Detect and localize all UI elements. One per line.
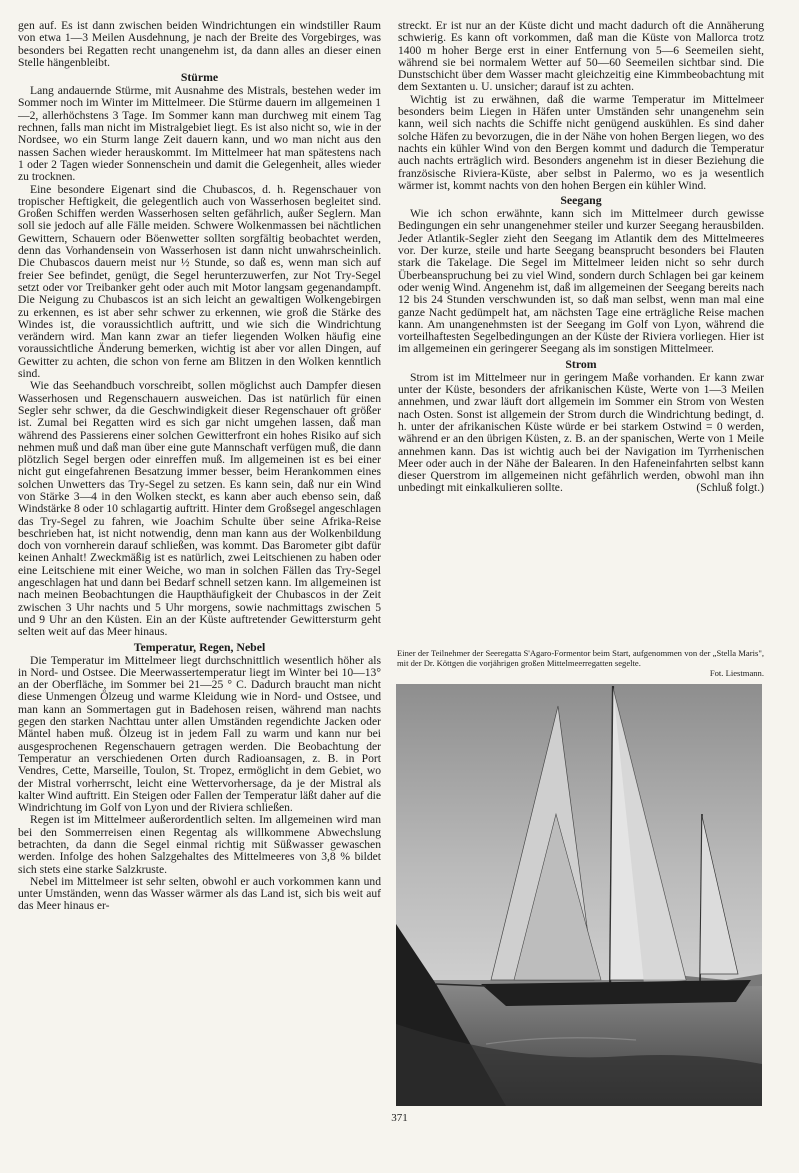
- heading-seegang: Seegang: [560, 193, 602, 208]
- paragraph-temperatur-3: Nebel im Mittelmeer ist sehr selten, obwohl er auch vorkommen kann und unter Umständen, wenn das Wasser wärmer als das Land ist, sich bis weit auf das Meer hinaus er-: [18, 874, 381, 913]
- yacht-hull: [481, 980, 751, 1006]
- paragraph-seegang: Wie ich schon erwähnte, kann sich im Mittelmeer durch gewisse Bedingungen ein sehr unangenehmer steiler und kurzer Seegang herausbilden. Jeder Atlantik-Segler zieht den Seegang im Atlantik dem des Mittelmeeres vor. Der kurze, steile und harte Seegang beansprucht besonders bei Flauten stark die Takelage. Die Segel im Mittelmeer leiden nicht so sehr durch Überbeanspruchung bei zu viel Wind, sondern durch Schlagen bei gar keinem oder wenig Wind. Angenehm ist, daß im allgemeinen der Seegang bereits nach 12 bis 24 Stunden verschwunden ist, so daß man selbst, wenn man mal eine ganze Nacht gedümpelt hat, am nächsten Tage eine erträgliche Reise machen kann. Am unangenehmsten ist der Seegang im Golf von Lyon, während die vorteilhaftesten Segelbedingungen an der Küste der Riviera vorliegen. Hier ist im allgemeinen ein geringerer Seegang als im sonstigen Mittelmeer.: [398, 207, 764, 356]
- photo-credit: Fot. Liestmann.: [709, 668, 764, 678]
- heading-temperatur: Temperatur, Regen, Nebel: [133, 639, 266, 654]
- caption-text: Einer der Teilnehmer der Seeregatta S'Agaro-Formentor beim Start, aufgenommen von der „Stella Maris", mit der Dr. Köttgen die vorjährigen großen Mittelmeerregatten segelte.: [397, 648, 764, 668]
- heading-strom: Strom: [565, 356, 597, 371]
- paragraph-temperatur-1: Die Temperatur im Mittelmeer liegt durchschnittlich wesentlich höher als in Nord- und Ostsee. Die Meerwassertemperatur liegt im Winter bei 10—13° an der Oberfläche, im Sommer bei 21—25 ° C. Dadurch braucht man nicht diese Unmengen Ölzeug und warme Kleidung wie in Nord- und Ostsee, und man kann an Sommertagen gut in Badehosen reisen, während man nachts gegen den starken Nachttau unter allen Umständen regendichte Jacken oder Mäntel haben muß. Ölzeug ist in jedem Fall zu warm und kann nur bei ausgesprochenen Regenschauern getragen werden. Die Beobachtung der Temperatur an verschiedenen Orten durch Radioansagen, z. B. in Port Vendres, Cette, Marseille, Toulon, St. Tropez, ermöglicht in dem Gebiet, wo der Mistral vorherrscht, leicht eine Wettervorhersage, da je der Mistral als kalter Wind auftritt. Ein Steigen oder Fallen der Temperatur läßt daher auf die Windrichtung im Golf von Lyon und der Riviera schließen.: [18, 653, 381, 815]
- paragraph-stuerme-3: Wie das Seehandbuch vorschreibt, sollen möglichst auch Dampfer diesen Wasserhosen und Regenschauern ausweichen. Das ist natürlich für einen Segler sehr schwer, da die Geschwindigkeit dieser Regenschauer oft größer ist. Zumal bei Regatten wird es sich gar nicht umgehen lassen, daß man während des Passierens einer solchen Gewitterfront ein hohes Risiko auf sich nehmen muß und daß man über eine gute Mannschaft verfügen muß, die dann plötzlich Segel bergen oder einreffen muß. Im allgemeinen ist es bei einer nicht gut eingefahrenen Besatzung immer besser, beim Herankommen eines solchen Unwetters das Try-Segel zu setzen. Es kann sein, daß nur ein Wind von Stärke 3—4 in den Wolken steckt, es kann aber auch ebenso sein, daß Windstärke 8 oder 10 schlagartig auftritt. Hinter dem Großsegel angeschlagen das Try-Segel zu fahren, wie Joachim Schulte über seine Afrika-Reise beschrieben hat, ist nicht notwendig, denn man kann aus der Wolkenbildung doch von vornherein darauf schließen, was kommt. Das Barometer gibt dafür keinen Anhalt! Zweckmäßig ist es natürlich, zwei Leitschienen zu haben oder eine Leitschiene mit einer Weiche, wo man in solchen Fällen das Try-Segel angeschlagen hat und dann bei Bedarf schnell setzen kann. Im allgemeinen ist nach meinen Beobachtungen die Haupthäufigkeit der Chubascos in der Zeit zwischen 3 Uhr nachts und 5 Uhr morgens, sowie nachmittags zwischen 5 und 9 Uhr an den Küsten. Ein an der Küste auftretender Gewittersturm geht selten weit auf das Meer hinaus.: [18, 379, 381, 639]
- paragraph-continued: streckt. Er ist nur an der Küste dicht und macht dadurch oft die Annäherung schwierig. Es kann oft vorkommen, daß man die Küste von Mallorca trotz 1400 m hoher Berge erst in einer Entfernung von 5—6 Seemeilen sieht, während sie bei normalem Wetter auf 50—60 Seemeilen sichtbar sind. Die Dunstschicht über dem Wasser macht gleichzeitig eine Kimmbeobachtung mit dem Sextanten u. U. unsicher; darauf ist zu achten.: [398, 19, 764, 94]
- photo-caption: [397, 648, 764, 678]
- signoff: (Schluß folgt.): [696, 481, 764, 495]
- paragraph-strom: [398, 372, 764, 495]
- sailing-yacht-illustration: [396, 684, 762, 1106]
- sailing-yacht-photo: [396, 684, 762, 1106]
- paragraph-intro: gen auf. Es ist dann zwischen beiden Windrichtungen ein windstiller Raum von etwa 1—3 Meilen Ausdehnung, je nach der Breite des Vorgebirges, was besonders bei Regatten recht unangenehm ist, da dann alles an dieser einen Stelle hängenbleibt.: [18, 19, 381, 69]
- left-column: [18, 20, 381, 913]
- heading-stuerme: Stürme: [180, 70, 219, 85]
- paragraph-stuerme-1: Lang andauernde Stürme, mit Ausnahme des Mistrals, bestehen weder im Sommer noch im Winter im Mittelmeer. Die Stürme dauern im allgemeinen 1—2, allerhöchstens 3 Tage. Im Sommer kann man durchweg mit einem Tag rechnen, falls man nicht im Mistralgebiet liegt. Es ist also nicht so, wie in der Nordsee, wo ein Sturm lange Zeit dauern kann, und wo man nicht aus den nassen Sachen wieder herauskommt. Im Mittelmeer hat man spätestens nach 1 oder 2 Tagen wieder Sonnenschein und damit die Gelegenheit, alles wieder zu trocknen.: [18, 84, 381, 184]
- strom-text: Strom ist im Mittelmeer nur in geringem Maße vorhanden. Er kann zwar unter der Küste, besonders der afrikanischen Küste, Werte von 1—3 Meilen annehmen, und zwar läuft dort allgemein im Sommer ein Strom von Westen nach Osten. Sonst ist allgemein der Strom durch die Windrichtung bedingt, d. h. unter der afrikanischen Küste würde er bei starkem Ostwind = 0 werden, während er an den übrigen Küsten, z. B. an der spanischen, Werte von 1 Meile annehmen kann. Das ist wichtig auch bei der Navigation im Tyrrhenischen Meer oder auch in der Nähe der Balearen. In den Hafeneinfahrten selbst kann dieser Querstrom im allgemeinen nicht gefährlich werden, obwohl man ihn unbedingt mit einkalkulieren sollte.: [398, 370, 764, 495]
- page-number: 371: [391, 1112, 408, 1124]
- paragraph-warm: Wichtig ist zu erwähnen, daß die warme Temperatur im Mittelmeer besonders beim Liegen in Häfen unter Umständen sehr unangenehm sein kann, weil sich nachts die Schiffe nicht genügend auskühlen. Es sind daher solche Häfen zu bevorzugen, die in der Nähe von hohen Bergen liegen, wo des nachts ein kühler Wind von den Bergen kommt und dadurch die Temperatur auch nachts erträglich wird. Besonders angenehm ist in dieser Beziehung die französische Riviera-Küste, aber selbst in Palermo, wo es ja wesentlich wärmer ist, kommt nachts von den hohen Bergen ein kühler Wind.: [398, 92, 764, 192]
- paragraph-stuerme-2: Eine besondere Eigenart sind die Chubascos, d. h. Regenschauer von tropischer Heftigkeit, die gelegentlich auch von Wasserhosen begleitet sind. Großen Schiffen werden Wasserhosen selten gefährlich, außer Seglern. Man soll sie jedoch auf alle Fälle meiden. Schwere Wolkenmassen bei nächtlichen Gewittern, Schauern oder Böenwetter sollten sorgfältig beobachtet werden, denn das Vorhandensein von Wasserhosen ist dann nicht unwahrscheinlich. Die Chubascos dauern meist nur ½ Stunde, so daß es, wenn man sich auf freier See befindet, genügt, die Segel herunterzuwerfen, zur Not Try-Segel setzt oder vor Treibanker geht oder auch mit Motor langsam gegenandampft. Die Neigung zu Chubascos ist an sich leicht an gewaltigen Wolkengebirgen zu erkennen, es ist aber sehr schwer zu erkennen, wie groß die Stärke des Windes ist, die voraussichtlich auftritt, und wie sich die Windrichtung verändern wird. Man kann zwar an tiefer liegenden Wolken häufig eine voraussichtliche Änderung bemerken, wichtig ist aber vor allen Dingen, auf Gewitter zu achten, die schon von ferne am Blitzen in den Wolken kenntlich sind.: [18, 182, 381, 381]
- right-column: [398, 20, 764, 495]
- paragraph-temperatur-2: Regen ist im Mittelmeer außerordentlich selten. Im allgemeinen wird man bei den Sommerreisen einen Regentag als willkommene Abwechslung betrachten, da dann die Segel einmal richtig mit Süßwasser gewaschen werden. Infolge des hohen Salzgehaltes des Mittelmeeres von 3,8 % bildet sich stets eine starke Salzkruste.: [18, 813, 381, 876]
